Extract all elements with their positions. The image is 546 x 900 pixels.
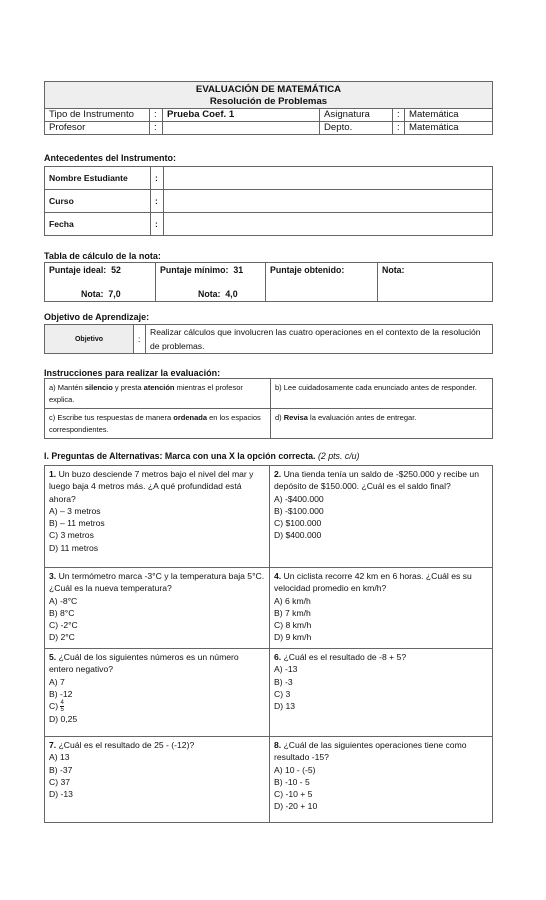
q3-option-a[interactable]: A) -8°C (49, 595, 78, 606)
q1-option-d[interactable]: D) 11 metros (49, 542, 99, 553)
ideal-label: Puntaje ideal: (49, 265, 107, 275)
depto-value: Matemática (405, 122, 493, 135)
nombre-field[interactable] (164, 167, 493, 190)
q5-option-c[interactable]: C) $\frac{4}{5}$ (49, 700, 64, 714)
q1-option-b[interactable]: B) – 11 metros (49, 518, 105, 529)
q6-option-c[interactable]: C) 3 (274, 688, 291, 699)
q5-option-a[interactable]: A) 7 (49, 676, 65, 687)
nota-label: Nota: (382, 265, 405, 275)
section1-points: (2 pts. c/u) (317, 451, 360, 461)
q8-option-d[interactable]: D) -20 + 10 (274, 801, 318, 812)
question-4: 4. Un ciclista recorre 42 km en 6 horas. ¿Cuál es su velocidad promedio en km/h? A) 6 km/h B) 7 km/h C) 8 km/h D) 9 km/h (270, 568, 493, 649)
q1-option-a[interactable]: A) – 3 metros (49, 505, 101, 516)
antecedentes-heading: Antecedentes del Instrumento: (44, 153, 177, 163)
tipo-value: Prueba Coef. 1 (163, 109, 320, 122)
fecha-field[interactable] (164, 213, 493, 236)
fraction: $\frac{4}{5}$ (60, 700, 64, 714)
instrucciones-table (44, 378, 493, 439)
header-table: EVALUACIÓN DE MATEMÁTICA Resolución de Problemas Tipo de Instrumento : Prueba Coef. 1 Asignatura : Matemática Profesor : Depto. : Matemática (44, 81, 493, 135)
q2-option-a[interactable]: A) -$400.000 (274, 493, 324, 504)
exam-title: EVALUACIÓN DE MATEMÁTICA (195, 84, 342, 95)
question-8: 8. ¿Cuál de las siguientes operaciones tiene como resultado -15? A) 10 - (-5) B) -10 - 5 C) -10 + 5 D) -20 + 10 (270, 737, 493, 823)
q7-option-d[interactable]: D) -13 (49, 789, 73, 800)
q7-option-c[interactable]: C) 37 (49, 776, 71, 787)
question-6: 6. ¿Cuál es el resultado de -8 + 5? A) -13 B) -3 C) 3 D) 13 (270, 649, 493, 737)
nota2-value: 4,0 (225, 289, 238, 299)
ideal-value: 52 (111, 265, 121, 275)
calculo-heading: Tabla de cálculo de la nota: (44, 251, 161, 261)
curso-field[interactable] (164, 190, 493, 213)
profesor-value[interactable] (163, 122, 320, 135)
q3-option-c[interactable]: C) -2°C (49, 620, 78, 631)
instruccion-a: a) Mantén silencio y presta atención mientras el profesor explica. (45, 379, 271, 409)
instrucciones-heading: Instrucciones para realizar la evaluación: (44, 368, 221, 378)
q8-option-a[interactable]: A) 10 - (-5) (274, 764, 316, 775)
nota2-label: Nota: (198, 289, 221, 299)
q6-option-b[interactable]: B) -3 (274, 676, 293, 687)
nota1-value: 7,0 (108, 289, 121, 299)
depto-label: Depto. (320, 122, 393, 135)
fecha-label: Fecha (45, 213, 151, 236)
objetivo-text: Realizar cálculos que involucren las cuatro operaciones en el contexto de la resolución de problemas. (146, 325, 493, 354)
instruccion-d: d) Revisa la evaluación antes de entregar. (271, 409, 493, 439)
question-7: 7. ¿Cuál es el resultado de 25 - (-12)? A) 13 B) -37 C) 37 D) -13 (45, 737, 270, 823)
minimo-value: 31 (233, 265, 244, 275)
q2-option-b[interactable]: B) -$100.000 (274, 505, 324, 516)
objetivo-heading: Objetivo de Aprendizaje: (44, 312, 150, 322)
q4-option-c[interactable]: C) 8 km/h (274, 620, 312, 631)
q8-option-b[interactable]: B) -10 - 5 (274, 776, 310, 787)
question-5: 5. ¿Cuál de los siguientes números es un número entero negativo? A) 7 B) -12 C) $\frac{4}{5}$ D) 0,25 (45, 649, 270, 737)
calculo-table (44, 262, 493, 302)
objetivo-label: Objetivo (45, 325, 134, 354)
q6-option-a[interactable]: A) -13 (274, 664, 298, 675)
asignatura-label: Asignatura (320, 109, 393, 122)
q5-option-d[interactable]: D) 0,25 (49, 714, 78, 725)
q4-option-b[interactable]: B) 7 km/h (274, 607, 311, 618)
question-3: 3. Un termómetro marca -3°C y la temperatura baja 5°C. ¿Cuál es la nueva temperatura? A) -8°C B) 8°C C) -2°C D) 2°C (45, 568, 270, 649)
question-2: 2. Una tienda tenía un saldo de -$250.000 y recibe un depósito de $150.000. ¿Cuál es el saldo final? A) -$400.000 B) -$100.000 C) $100.000 D) $400.000 (270, 466, 493, 568)
questions-table (44, 465, 493, 823)
q3-option-b[interactable]: B) 8°C (49, 607, 75, 618)
nota-cell[interactable] (378, 263, 493, 302)
q7-option-a[interactable]: A) 13 (49, 752, 70, 763)
nombre-label: Nombre Estudiante (45, 167, 151, 190)
q4-option-a[interactable]: A) 6 km/h (274, 595, 311, 606)
objetivo-table: Objetivo : Realizar cálculos que involucren las cuatro operaciones en el contexto de la resolución de problemas. (44, 324, 493, 354)
q1-option-c[interactable]: C) 3 metros (49, 530, 94, 541)
exam-subtitle: Resolución de Problemas (209, 96, 328, 107)
q6-option-d[interactable]: D) 13 (274, 701, 296, 712)
q3-option-d[interactable]: D) 2°C (49, 632, 75, 643)
asignatura-value: Matemática (405, 109, 493, 122)
obtenido-label: Puntaje obtenido: (270, 265, 345, 275)
q7-option-b[interactable]: B) -37 (49, 764, 73, 775)
profesor-label: Profesor (45, 122, 150, 135)
tipo-label: Tipo de Instrumento (45, 109, 150, 122)
antecedentes-table: Nombre Estudiante : Curso : Fecha : (44, 166, 493, 236)
instruccion-c: c) Escribe tus respuestas de manera ordenada en los espacios correspondientes. (45, 409, 271, 439)
q8-option-c[interactable]: C) -10 + 5 (274, 789, 313, 800)
question-1: 1. Un buzo desciende 7 metros bajo el nivel del mar y luego baja 4 metros más. ¿A qué profundidad está ahora? A) – 3 metros B) – 11 metros C) 3 metros D) 11 metros (45, 466, 270, 568)
q2-option-c[interactable]: C) $100.000 (274, 518, 322, 529)
section1-heading: I. Preguntas de Alternativas: Marca con una X la opción correcta. (2 pts. c/u) (44, 451, 360, 461)
q4-option-d[interactable]: D) 9 km/h (274, 632, 312, 643)
nota1-label: Nota: (81, 289, 104, 299)
q2-option-d[interactable]: D) $400.000 (274, 530, 322, 541)
curso-label: Curso (45, 190, 151, 213)
instruccion-b: b) Lee cuidadosamente cada enunciado antes de responder. (271, 379, 493, 409)
q5-option-b[interactable]: B) -12 (49, 688, 73, 699)
minimo-label: Puntaje mínimo: (160, 265, 229, 275)
